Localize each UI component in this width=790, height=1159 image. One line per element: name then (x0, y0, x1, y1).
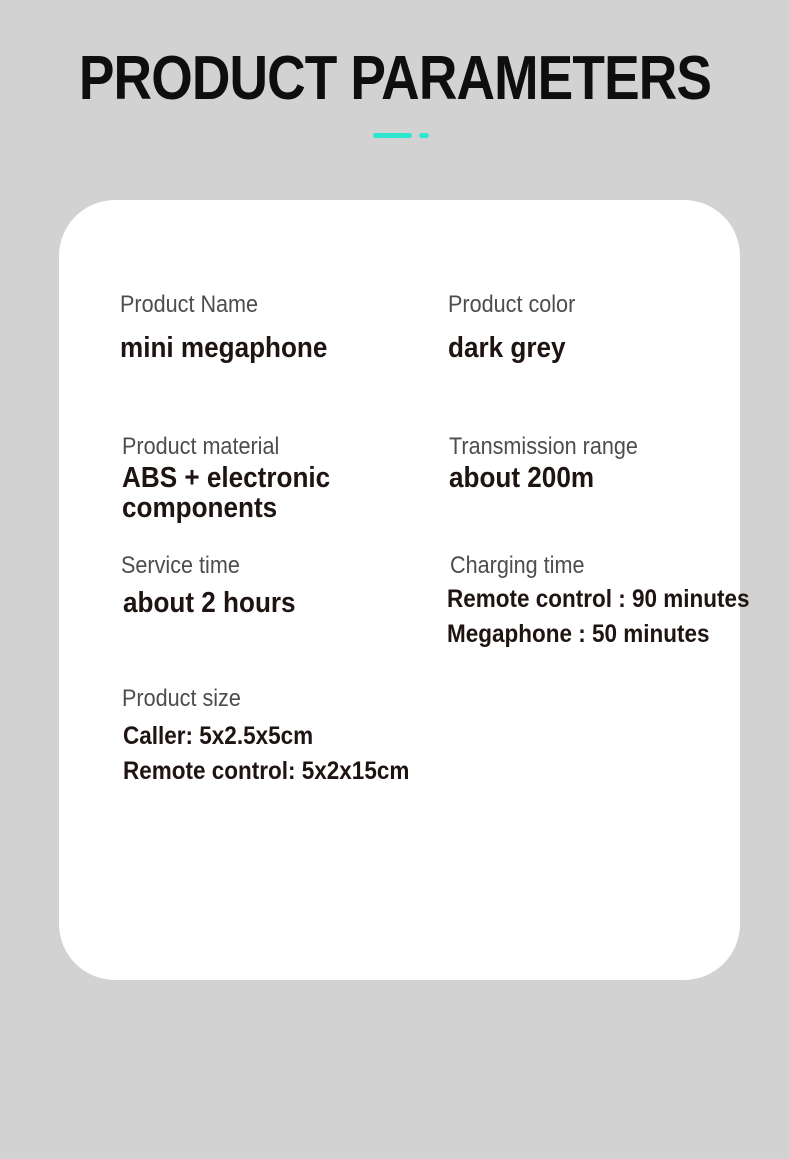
param-product-material (122, 433, 382, 523)
param-transmission-range (449, 433, 729, 493)
param-value: ABS + electronic components (122, 462, 331, 524)
param-label: Product Name (120, 291, 259, 318)
param-value: about 200m (449, 462, 595, 494)
param-value: about 2 hours (123, 587, 296, 619)
param-value: Megaphone : 50 minutes (447, 620, 710, 648)
title-accent-divider (373, 133, 429, 138)
param-product-size (122, 685, 442, 789)
param-label: Service time (121, 552, 240, 579)
parameters-card (59, 200, 750, 980)
param-label: Product size (122, 685, 241, 712)
param-label: Product color (448, 291, 576, 318)
param-product-color (448, 291, 728, 363)
param-value: Remote control : 90 minutes (447, 585, 750, 613)
param-value: Caller: 5x2.5x5cm (123, 722, 314, 750)
page-title: PRODUCT PARAMETERS (78, 44, 712, 113)
param-charging-time (447, 552, 750, 652)
param-label: Charging time (450, 552, 585, 579)
param-label: Transmission range (449, 433, 638, 460)
param-service-time (121, 552, 421, 618)
param-value: dark grey (448, 332, 566, 364)
accent-bar-long (373, 133, 412, 138)
param-value: mini megaphone (120, 332, 328, 364)
param-product-name (120, 291, 420, 363)
accent-bar-short (419, 133, 429, 138)
param-value: Remote control: 5x2x15cm (123, 757, 410, 785)
param-label: Product material (122, 433, 280, 460)
